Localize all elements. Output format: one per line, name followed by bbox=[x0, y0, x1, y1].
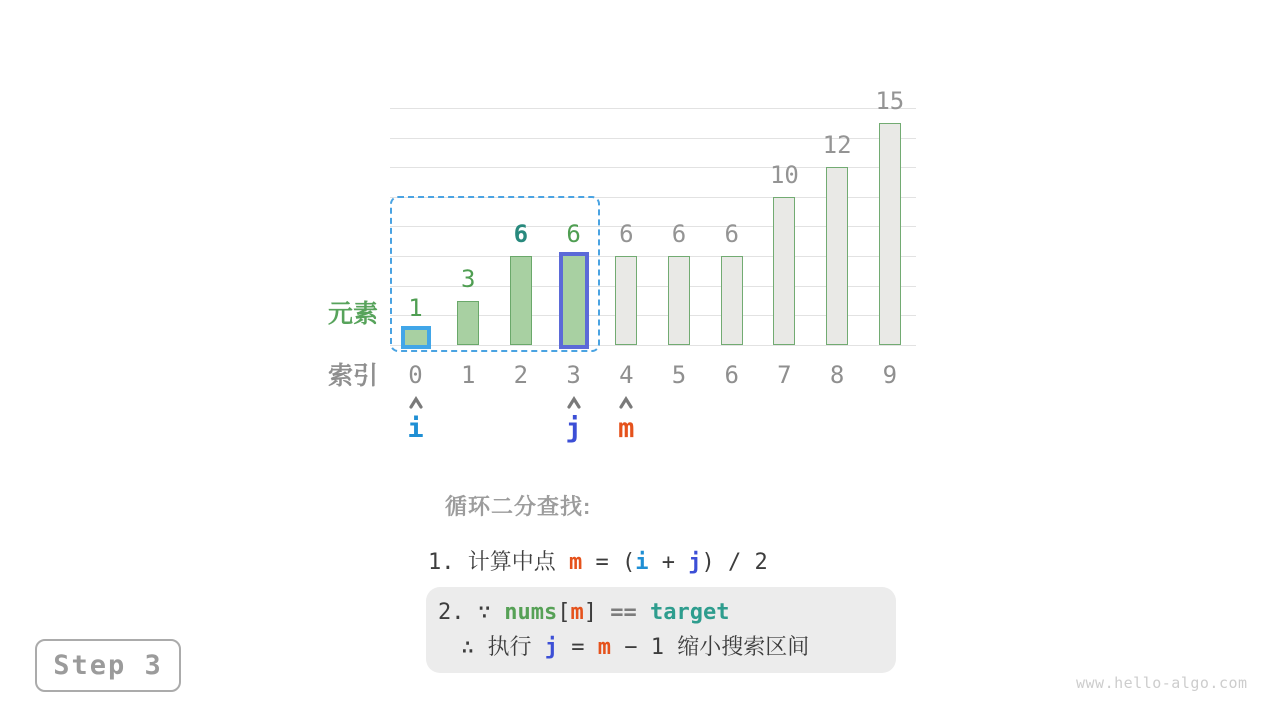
caption-token-eq: == bbox=[610, 600, 637, 625]
index-label: 9 bbox=[882, 361, 898, 389]
step-badge bbox=[35, 639, 181, 692]
bar-value-label: 6 bbox=[671, 220, 687, 249]
caption-heading: 循环二分查找: bbox=[445, 494, 592, 519]
bar-value-label: 12 bbox=[822, 131, 852, 160]
element-row-label: 元素 bbox=[327, 300, 378, 328]
watermark: www.hello-algo.com bbox=[1076, 674, 1248, 692]
bar-index-4 bbox=[615, 256, 637, 345]
index-label: 8 bbox=[829, 361, 845, 389]
index-label: 0 bbox=[408, 361, 423, 389]
index-label: 2 bbox=[513, 361, 529, 389]
bar-index-2 bbox=[510, 256, 532, 345]
bar-index-7 bbox=[773, 197, 795, 345]
caption-token: ∴ 执行 bbox=[461, 635, 545, 660]
caption-token: 1. 计算中点 bbox=[428, 550, 569, 575]
index-label: 7 bbox=[777, 361, 792, 389]
step-badge-label: Step 3 bbox=[53, 650, 163, 681]
caption-token-j: j bbox=[544, 635, 558, 660]
caption-token-m: m bbox=[570, 600, 584, 625]
bar-index-6 bbox=[721, 256, 743, 345]
caption-token: 2. ∵ bbox=[438, 600, 505, 625]
bar-value-label: 10 bbox=[769, 160, 799, 189]
j-pointer-caret-icon bbox=[565, 396, 583, 409]
caption-token: [ bbox=[557, 600, 571, 625]
caption-token-target: target bbox=[649, 600, 730, 625]
caption-token-nums: nums bbox=[504, 600, 558, 625]
bar-value-label: 3 bbox=[460, 264, 476, 293]
caption-token-j: j bbox=[688, 550, 702, 575]
index-label: 4 bbox=[619, 361, 634, 389]
index-label: 6 bbox=[724, 361, 739, 389]
bar-value-label: 6 bbox=[566, 220, 581, 249]
bar-value-label: 15 bbox=[875, 86, 905, 115]
j-pointer-label: j bbox=[565, 413, 582, 444]
bar-value-label: 6 bbox=[619, 220, 634, 249]
caption-step-2-line-1 bbox=[438, 595, 884, 630]
bar-index-0 bbox=[401, 326, 431, 349]
caption-token: = bbox=[558, 635, 598, 660]
m-pointer-caret-icon bbox=[617, 396, 635, 409]
bar-index-3 bbox=[559, 252, 589, 349]
caption-step-1 bbox=[428, 548, 768, 578]
index-label: 1 bbox=[460, 361, 476, 389]
caption-token-m: m bbox=[597, 635, 611, 660]
bar-index-8 bbox=[826, 167, 848, 345]
bar-index-5 bbox=[668, 256, 690, 345]
caption-token: − 1 缩小搜索区间 bbox=[611, 635, 810, 660]
caption-step-2-line-2 bbox=[438, 630, 884, 665]
index-label: 5 bbox=[671, 361, 687, 389]
m-pointer-label: m bbox=[618, 413, 635, 444]
caption-token-m: m bbox=[568, 550, 583, 575]
bar-value-label: 6 bbox=[724, 220, 739, 249]
caption-token: + bbox=[648, 550, 689, 575]
i-pointer-label: i bbox=[407, 413, 424, 444]
caption-token: = ( bbox=[582, 550, 636, 575]
i-pointer-caret-icon bbox=[407, 396, 425, 409]
index-row-label: 索引 bbox=[327, 362, 378, 390]
caption-step-2-box bbox=[426, 587, 896, 673]
grid-line bbox=[390, 108, 916, 109]
caption-token: ) / 2 bbox=[701, 550, 768, 575]
bar-index-1 bbox=[457, 301, 479, 345]
caption-token bbox=[637, 600, 650, 625]
caption-token: ] bbox=[583, 600, 611, 625]
bar-value-label: 1 bbox=[408, 294, 423, 323]
bar-value-label: 6 bbox=[513, 220, 529, 249]
bar-index-9 bbox=[879, 123, 901, 345]
caption-token-i: i bbox=[635, 550, 649, 575]
index-label: 3 bbox=[566, 361, 581, 389]
